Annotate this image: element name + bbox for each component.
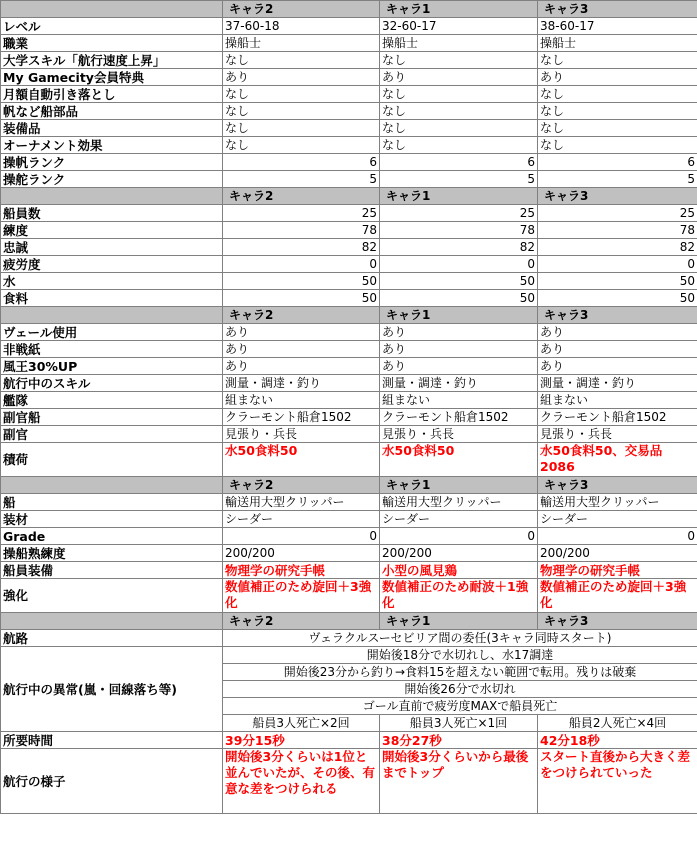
table-row <box>1 256 697 273</box>
death-cell: 船員3人死亡×2回 <box>223 715 380 732</box>
event-text: ゴール直前で疲労度MAXで船員死亡 <box>223 698 697 715</box>
table-row <box>1 171 697 188</box>
column-header: キャラ3 <box>538 188 697 205</box>
row-label: 所要時間 <box>1 732 223 749</box>
header-blank <box>1 307 223 324</box>
value-cell: 輸送用大型クリッパー <box>538 494 697 511</box>
value-cell: なし <box>380 103 538 120</box>
header-blank <box>1 1 223 18</box>
column-header: キャラ3 <box>538 1 697 18</box>
value-cell: 78 <box>380 222 538 239</box>
row-label: 職業 <box>1 35 223 52</box>
value-cell: なし <box>223 52 380 69</box>
column-header: キャラ1 <box>380 613 538 630</box>
header-row <box>1 188 697 205</box>
value-cell: 50 <box>380 290 538 307</box>
table-row <box>1 324 697 341</box>
table-body <box>1 1 697 814</box>
column-header: キャラ1 <box>380 1 538 18</box>
table-row <box>1 222 697 239</box>
value-cell: 6 <box>380 154 538 171</box>
value-cell: 25 <box>538 205 697 222</box>
value-cell: あり <box>380 69 538 86</box>
header-row <box>1 477 697 494</box>
row-label: 船員装備 <box>1 562 223 579</box>
value-cell: クラーモント船倉1502 <box>538 409 697 426</box>
column-header: キャラ2 <box>223 1 380 18</box>
table-row <box>1 358 697 375</box>
column-header: キャラ3 <box>538 307 697 324</box>
column-header: キャラ1 <box>380 477 538 494</box>
row-label: 副官船 <box>1 409 223 426</box>
row-label: 帆など船部品 <box>1 103 223 120</box>
value-cell: クラーモント船倉1502 <box>380 409 538 426</box>
table-row <box>1 18 697 35</box>
value-cell: あり <box>380 341 538 358</box>
value-cell: 200/200 <box>380 545 538 562</box>
value-cell: 50 <box>538 273 697 290</box>
value-cell: なし <box>380 86 538 103</box>
value-cell: なし <box>380 52 538 69</box>
value-cell: 数値補正のため旋回＋3強化 <box>223 579 380 613</box>
value-cell: 0 <box>538 528 697 545</box>
value-cell: 数値補正のため耐波＋1強化 <box>380 579 538 613</box>
row-label: 水 <box>1 273 223 290</box>
header-row <box>1 307 697 324</box>
row-label: 操舵ランク <box>1 171 223 188</box>
value-cell: 小型の風見鶏 <box>380 562 538 579</box>
row-label: My Gamecity会員特典 <box>1 69 223 86</box>
value-cell: 37-60-18 <box>223 18 380 35</box>
route-value: ヴェラクルスーセビリア間の委任(3キャラ同時スタート) <box>223 630 697 647</box>
table-row <box>1 375 697 392</box>
value-cell: 測量・調達・釣り <box>538 375 697 392</box>
row-label: 風王30%UP <box>1 358 223 375</box>
row-label: 疲労度 <box>1 256 223 273</box>
value-cell: なし <box>223 137 380 154</box>
value-cell: 82 <box>223 239 380 256</box>
table-row <box>1 273 697 290</box>
value-cell: 組まない <box>538 392 697 409</box>
row-label: 食料 <box>1 290 223 307</box>
table-row <box>1 239 697 256</box>
table-row <box>1 103 697 120</box>
table-row <box>1 205 697 222</box>
value-cell: 水50食料50、交易品2086 <box>538 443 697 477</box>
table-row <box>1 392 697 409</box>
value-cell: 5 <box>223 171 380 188</box>
value-cell: 6 <box>223 154 380 171</box>
value-cell: 78 <box>538 222 697 239</box>
value-cell: あり <box>538 358 697 375</box>
value-cell: 見張り・兵長 <box>538 426 697 443</box>
value-cell: あり <box>223 341 380 358</box>
value-cell: 50 <box>380 273 538 290</box>
time-cell: 39分15秒 <box>223 732 380 749</box>
table-row <box>1 494 697 511</box>
value-cell: クラーモント船倉1502 <box>223 409 380 426</box>
value-cell: なし <box>538 52 697 69</box>
notes-cell: 開始後3分くらいから最後までトップ <box>380 749 538 814</box>
row-label: 航行の様子 <box>1 749 223 814</box>
value-cell: 物理学の研究手帳 <box>223 562 380 579</box>
value-cell: 25 <box>380 205 538 222</box>
value-cell: あり <box>538 324 697 341</box>
row-label: ヴェール使用 <box>1 324 223 341</box>
column-header: キャラ2 <box>223 477 380 494</box>
value-cell: 82 <box>538 239 697 256</box>
row-label: 月額自動引き落とし <box>1 86 223 103</box>
value-cell: 6 <box>538 154 697 171</box>
death-cell: 船員2人死亡×4回 <box>538 715 697 732</box>
row-label: レベル <box>1 18 223 35</box>
value-cell: 水50食料50 <box>223 443 380 477</box>
header-row <box>1 1 697 18</box>
value-cell: なし <box>223 120 380 137</box>
table-row <box>1 154 697 171</box>
notes-cell: スタート直後から大きく差をつけられていった <box>538 749 697 814</box>
table-row <box>1 426 697 443</box>
table-row <box>1 137 697 154</box>
value-cell: 200/200 <box>223 545 380 562</box>
value-cell: なし <box>380 137 538 154</box>
time-row <box>1 732 697 749</box>
row-label: 操帆ランク <box>1 154 223 171</box>
table-row <box>1 579 697 613</box>
column-header: キャラ1 <box>380 307 538 324</box>
notes-cell: 開始後3分くらいは1位と並んでいたが、その後、有意な差をつけられる <box>223 749 380 814</box>
value-cell: 78 <box>223 222 380 239</box>
column-header: キャラ2 <box>223 188 380 205</box>
value-cell: 50 <box>538 290 697 307</box>
table-row <box>1 562 697 579</box>
value-cell: 0 <box>380 256 538 273</box>
value-cell: なし <box>223 103 380 120</box>
table-row <box>1 69 697 86</box>
value-cell: 物理学の研究手帳 <box>538 562 697 579</box>
value-cell: あり <box>223 358 380 375</box>
value-cell: 82 <box>380 239 538 256</box>
route-row <box>1 630 697 647</box>
table-row <box>1 120 697 137</box>
value-cell: 測量・調達・釣り <box>380 375 538 392</box>
table-row <box>1 52 697 69</box>
value-cell: 50 <box>223 290 380 307</box>
value-cell: 操船士 <box>223 35 380 52</box>
row-label: 航行中のスキル <box>1 375 223 392</box>
row-label: 強化 <box>1 579 223 613</box>
table-row <box>1 528 697 545</box>
value-cell: シーダー <box>538 511 697 528</box>
value-cell: 25 <box>223 205 380 222</box>
value-cell: 組まない <box>223 392 380 409</box>
event-text: 開始後26分で水切れ <box>223 681 697 698</box>
table-row <box>1 290 697 307</box>
column-header: キャラ2 <box>223 307 380 324</box>
value-cell: 200/200 <box>538 545 697 562</box>
table-row <box>1 409 697 426</box>
value-cell: シーダー <box>223 511 380 528</box>
table-row <box>1 86 697 103</box>
row-label: 副官 <box>1 426 223 443</box>
row-label: 装備品 <box>1 120 223 137</box>
value-cell: 0 <box>223 528 380 545</box>
value-cell: 見張り・兵長 <box>223 426 380 443</box>
row-label: 船員数 <box>1 205 223 222</box>
table-row <box>1 443 697 477</box>
row-label: 積荷 <box>1 443 223 477</box>
time-cell: 42分18秒 <box>538 732 697 749</box>
value-cell: 輸送用大型クリッパー <box>380 494 538 511</box>
table-row <box>1 545 697 562</box>
value-cell: あり <box>380 358 538 375</box>
row-label: 航行中の異常(嵐・回線落ち等) <box>1 647 223 732</box>
value-cell: 5 <box>538 171 697 188</box>
column-header: キャラ3 <box>538 477 697 494</box>
header-blank <box>1 613 223 630</box>
column-header: キャラ3 <box>538 613 697 630</box>
value-cell: なし <box>538 137 697 154</box>
value-cell: なし <box>538 86 697 103</box>
death-cell: 船員3人死亡×1回 <box>380 715 538 732</box>
value-cell: 38-60-17 <box>538 18 697 35</box>
row-label: 忠誠 <box>1 239 223 256</box>
value-cell: 50 <box>223 273 380 290</box>
row-label: Grade <box>1 528 223 545</box>
value-cell: 測量・調達・釣り <box>223 375 380 392</box>
table-row <box>1 511 697 528</box>
row-label: 航路 <box>1 630 223 647</box>
row-label: オーナメント効果 <box>1 137 223 154</box>
row-label: 大学スキル「航行速度上昇」 <box>1 52 223 69</box>
value-cell: 水50食料50 <box>380 443 538 477</box>
header-row <box>1 613 697 630</box>
value-cell: 操船士 <box>538 35 697 52</box>
value-cell: シーダー <box>380 511 538 528</box>
value-cell: 数値補正のため旋回＋3強化 <box>538 579 697 613</box>
value-cell: なし <box>380 120 538 137</box>
value-cell: なし <box>538 103 697 120</box>
event-text: 開始後23分から釣り→食料15を超えない範囲で転用。残りは破棄 <box>223 664 697 681</box>
time-cell: 38分27秒 <box>380 732 538 749</box>
row-label: 練度 <box>1 222 223 239</box>
event-text: 開始後18分で水切れし、水17調達 <box>223 647 697 664</box>
value-cell: 0 <box>380 528 538 545</box>
header-blank <box>1 477 223 494</box>
value-cell: あり <box>223 69 380 86</box>
value-cell: 0 <box>538 256 697 273</box>
row-label: 操船熟練度 <box>1 545 223 562</box>
value-cell: あり <box>538 69 697 86</box>
value-cell: 32-60-17 <box>380 18 538 35</box>
column-header: キャラ1 <box>380 188 538 205</box>
notes-row <box>1 749 697 814</box>
value-cell: 操船士 <box>380 35 538 52</box>
value-cell: なし <box>538 120 697 137</box>
header-blank <box>1 188 223 205</box>
row-label: 非戦紙 <box>1 341 223 358</box>
value-cell: あり <box>380 324 538 341</box>
value-cell: 輸送用大型クリッパー <box>223 494 380 511</box>
row-label: 装材 <box>1 511 223 528</box>
value-cell: 0 <box>223 256 380 273</box>
column-header: キャラ2 <box>223 613 380 630</box>
value-cell: あり <box>538 341 697 358</box>
row-label: 艦隊 <box>1 392 223 409</box>
value-cell: 見張り・兵長 <box>380 426 538 443</box>
value-cell: なし <box>223 86 380 103</box>
value-cell: あり <box>223 324 380 341</box>
row-label: 船 <box>1 494 223 511</box>
event-row <box>1 647 697 664</box>
table-row <box>1 35 697 52</box>
value-cell: 5 <box>380 171 538 188</box>
value-cell: 組まない <box>380 392 538 409</box>
table-row <box>1 341 697 358</box>
